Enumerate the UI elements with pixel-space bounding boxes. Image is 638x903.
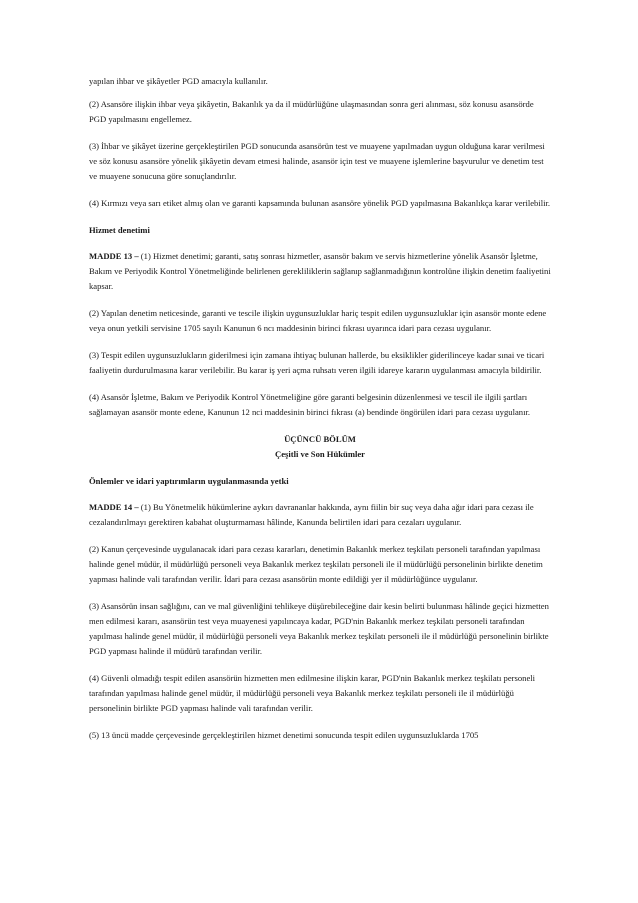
- paragraph-complaint-withdrawal: (2) Asansöre ilişkin ihbar veya şikâyetin, Bakanlık ya da il müdürlüğüne ulaşmasından sonra geri alınması, söz konusu asansörde PGD yapılmasını engellemez.: [89, 99, 534, 124]
- article-13-paragraph-1: [89, 249, 551, 294]
- heading-measures-sanctions: Önlemler ve idari yaptırımların uygulanmasında yetki: [89, 476, 289, 486]
- article-13-text: (1) Hizmet denetimi; garanti, satış sonrası hizmetler, asansör bakım ve servis hizmetlerine yönelik Asansör İşletme, Bakım ve Periyodik Kontrol Yönetmeliğinde belirlenen gerekliliklerin sağlanıp sağlanmadığının kontrolüne ilişkin denetim faaliyetini kapsar.: [89, 251, 551, 291]
- section-subtitle: Çeşitli ve Son Hükümler: [275, 449, 365, 459]
- paragraph-complaint-followup: (3) İhbar ve şikâyet üzerine gerçekleştirilen PGD sonucunda asansörün test ve muayene yapılmadan uygun olduğuna karar verilmesi ve söz konusu asansöre yönelik şikâyetin devam etmesi halinde, asansör için test ve muayene işlemlerine başvurulur ve denetim test ve muayene sonucuna göre sonuçlandırılır.: [89, 141, 545, 181]
- section-heading-block: [89, 432, 551, 462]
- article-13-paragraph-2: (2) Yapılan denetim neticesinde, garanti ve tescile ilişkin uygunsuzluklar hariç tespit edilen uygunsuzluklar için asansör monte edene veya onun yetkili servisine 1705 sayılı Kanunun 6 ncı maddesinin birinci fıkrası uyarınca idari para cezası uygulanır.: [89, 308, 547, 333]
- paragraph-intro-continuation: yapılan ihbar ve şikâyetler PGD amacıyla kullanılır.: [89, 76, 268, 86]
- article-13-paragraph-4: (4) Asansör İşletme, Bakım ve Periyodik Kontrol Yönetmeliğine göre garanti belgesinin düzenlenmesi ve tescil ile ilgili şartları sağlamayan asansör monte edene, Kanunun 12 nci maddesinin birinci fıkrası (a) bendinde öngörülen idari para cezası uygulanır.: [89, 392, 530, 417]
- section-title: ÜÇÜNCÜ BÖLÜM: [284, 434, 356, 444]
- article-14-paragraph-5: (5) 13 üncü madde çerçevesinde gerçekleştirilen hizmet denetimi sonucunda tespit edilen uygunsuzluklarda 1705: [89, 730, 479, 740]
- article-14-paragraph-2: (2) Kanun çerçevesinde uygulanacak idari para cezası kararları, denetimin Bakanlık merkez teşkilatı personeli tarafından yapılması halinde genel müdür, il müdürlüğü personeli veya Bakanlık merkez teşkilatı personeli ile il müdürlüğü personelinin birlikte denetim yapması halinde vali tarafından verilir. İdari para cezası asansörün monte edildiği yer il müdürlüğünce uygulanır.: [89, 544, 543, 584]
- article-13-paragraph-3: (3) Tespit edilen uygunsuzlukların giderilmesi için zamana ihtiyaç bulunan hallerde, bu eksiklikler giderilinceye kadar sınai ve ticari faaliyetin durdurulmasına karar verilebilir. Bu karar iş yeri açma ruhsatı veren ilgili idareye kararın uygulanması amacıyla bildirilir.: [89, 350, 545, 375]
- article-13-label: MADDE 13 –: [89, 251, 139, 261]
- heading-service-inspection: Hizmet denetimi: [89, 225, 150, 235]
- article-14-label: MADDE 14 –: [89, 502, 139, 512]
- article-14-paragraph-1: [89, 500, 551, 530]
- article-14-text: (1) Bu Yönetmelik hükümlerine aykırı davrananlar hakkında, aynı fiilin bir suç veya daha ağır idari para cezası ile cezalandırılmayı gerektiren kabahat oluşturmaması hâlinde, Kanunda belirtilen idari para cezaları uygulanır.: [89, 502, 534, 527]
- document-page: [89, 74, 551, 755]
- article-14-paragraph-4: (4) Güvenli olmadığı tespit edilen asansörün hizmetten men edilmesine ilişkin karar, PGD'nin Bakanlık merkez teşkilatı personeli tarafından yapılması halinde genel müdür, il müdürlüğü personeli veya Bakanlık merkez teşkilatı personeli ile il müdürlüğü personelinin birlikte PGD yapması halinde vali tarafından verilir.: [89, 673, 536, 713]
- article-14-paragraph-3: (3) Asansörün insan sağlığını, can ve mal güvenliğini tehlikeye düşürebileceğine dair kesin belirti bulunması hâlinde geçici hizmetten men edilmesi kararı, asansörün test veya muayenesi yapılıncaya kadar, PGD'nin Bakanlık merkez teşkilatı personeli tarafından yapılması halinde genel müdür, il müdürlüğü personeli veya Bakanlık merkez teşkilatı personeli ile il müdürlüğü personelinin birlikte PGD yapması halinde il müdürü tarafından verilir.: [89, 601, 549, 656]
- paragraph-red-yellow-label: (4) Kırmızı veya sarı etiket almış olan ve garanti kapsamında bulunan asansöre yönelik PGD yapılmasına Bakanlıkça karar verilebilir.: [89, 198, 551, 208]
